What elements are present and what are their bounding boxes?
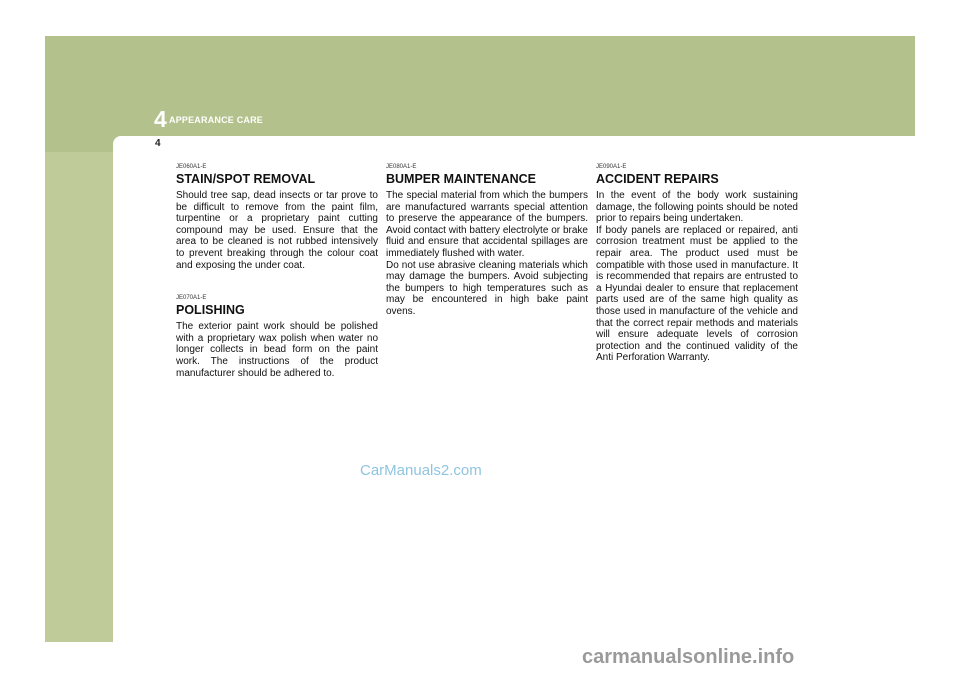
content-area xyxy=(113,152,915,642)
watermark-carmanuals2[interactable]: CarManuals2.com xyxy=(360,462,482,479)
section-body-accident: In the event of the body work sustaining damage, the following points should be noted prior to repairs being undertaken. If body panels are replaced or repaired, anti corrosion treatment must be applied to the repair area. The product used must be compatible with those used in manufacture. It is recommended that repairs are entrusted to a Hyundai dealer to ensure that replacement parts used are of the same high quality as those used in manufacture of the vehicle and that the correct repair methods and materials will ensure adequate levels of corrosion protection and the continued validity of the Anti Perforation Warranty. xyxy=(596,190,798,364)
section-code: JE060A1-E xyxy=(176,164,207,170)
section-heading-polishing: POLISHING xyxy=(176,303,245,318)
column-left xyxy=(176,164,378,379)
section-body-stain: Should tree sap, dead insects or tar prove to be difficult to remove from the paint film, turpentine or a proprietary paint cutting compound may be used. Ensure that the area to be cleaned is not rubbed intensively to prevent breaking through the colour coat and exposing the under coat. xyxy=(176,190,378,271)
section-heading-bumper: BUMPER MAINTENANCE xyxy=(386,172,536,186)
page-tab xyxy=(113,136,918,152)
section-code: JE080A1-E xyxy=(386,164,417,170)
chapter-number: 4 xyxy=(154,106,167,132)
section-heading-stain: STAIN/SPOT REMOVAL xyxy=(176,172,316,186)
chapter-title: APPEARANCE CARE xyxy=(169,115,264,125)
section-code: JE090A1-E xyxy=(596,164,627,170)
section-body-bumper: The special material from which the bumpers are manufactured warrants special attention to preserve the appearance of the bumpers. Avoid contact with battery electrolyte or brake fluid and ensure that accidental spillages are immediately flushed with water. Do not use abrasive cleaning materials which may damage the bumpers. Avoid subjecting the bumpers to high temperatures such as may be encountered in high bake paint ovens. xyxy=(386,190,588,317)
section-heading-accident: ACCIDENT REPAIRS xyxy=(596,172,719,186)
section-body-polishing: The exterior paint work should be polished with a proprietary wax polish when water no longer collects in bead form on the paint work. The instructions of the product manufacturer should be adhered to. xyxy=(176,321,378,379)
watermark-carmanualsonline: carmanualsonline.info xyxy=(582,646,795,668)
header-band xyxy=(45,36,915,152)
manual-page xyxy=(45,36,915,642)
section-code: JE070A1-E xyxy=(176,295,207,302)
page-number: 4 xyxy=(155,138,161,149)
column-right xyxy=(596,164,798,364)
column-middle xyxy=(386,164,588,318)
